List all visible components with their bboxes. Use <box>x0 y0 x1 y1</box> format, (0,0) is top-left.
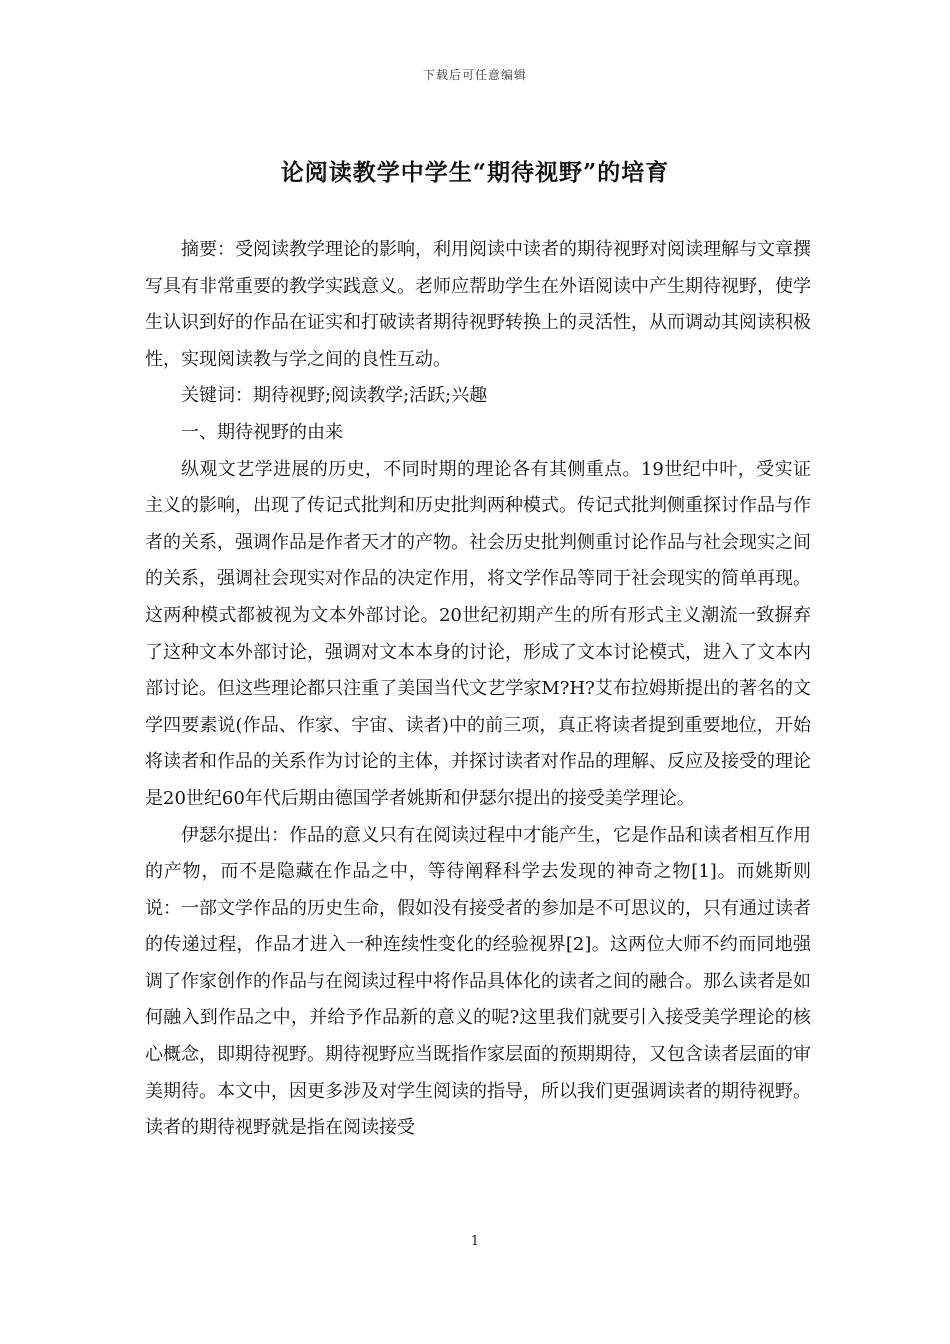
section-heading: 一、期待视野的由来 <box>181 421 343 443</box>
body-paragraph: 纵观文艺学进展的历史，不同时期的理论各有其侧重点。19世纪中叶，受实证主义的影响，出现了传记式批判和历史批判两种模式。传记式批判侧重探讨作品与作者的关系，强调作品是作者天才的产物。社会历史批判侧重讨论作品与社会现实之间的关系，强调社会现实对作品的决定作用，将文学作品等同于社会现实的简单再现。这两种模式都被视为文本外部讨论。20世纪初期产生的所有形式主义潮流一致摒弃了这种文本外部讨论，强调对文本本身的讨论，形成了文本讨论模式，进入了文本内部讨论。但这些理论都只注重了美国当代文艺学家M?H?艾布拉姆斯提出的著名的文学四要素说(作品、作家、宇宙、读者)中的前三项，真正将读者提到重要地位，开始将读者和作品的关系作为讨论的主体，并探讨读者对作品的理解、反应及接受的理论是20世纪60年代后期由德国学者姚斯和伊瑟尔提出的接受美学理论。 <box>145 458 811 809</box>
abstract-paragraph: 摘要：受阅读教学理论的影响，利用阅读中读者的期待视野对阅读理解与文章撰写具有非常重要的教学实践意义。老师应帮助学生在外语阅读中产生期待视野，使学生认识到好的作品在证实和打破读者期待视野转换上的灵活性，从而调动其阅读积极性，实现阅读教与学之间的良性互动。 <box>145 239 811 370</box>
document-title: 论阅读教学中学生“期待视野”的培育 <box>280 159 670 186</box>
body-paragraph: 伊瑟尔提出：作品的意义只有在阅读过程中才能产生，它是作品和读者相互作用的产物，而不是隐藏在作品之中，等待阐释科学去发现的神奇之物[1]。而姚斯则说：一部文学作品的历史生命，假如没有接受者的参加是不可思议的，只有通过读者的传递过程，作品才进入一种连续性变化的经验视界[2]。这两位大师不约而同地强调了作家创作的作品与在阅读过程中将作品具体化的读者之间的融合。那么读者是如何融入到作品之中，并给予作品新的意义的呢?这里我们就要引入接受美学理论的核心概念，即期待视野。期待视野应当既指作家层面的预期期待，又包含读者层面的审美期待。本文中，因更多涉及对学生阅读的指导，所以我们更强调读者的期待视野。读者的期待视野就是指在阅读接受 <box>145 824 811 1139</box>
keywords-paragraph: 关键词：期待视野;阅读教学;活跃;兴趣 <box>181 385 488 407</box>
page-number: 1 <box>470 1234 480 1249</box>
document-body <box>145 232 811 1147</box>
header-note: 下载后可任意编辑 <box>422 68 527 82</box>
